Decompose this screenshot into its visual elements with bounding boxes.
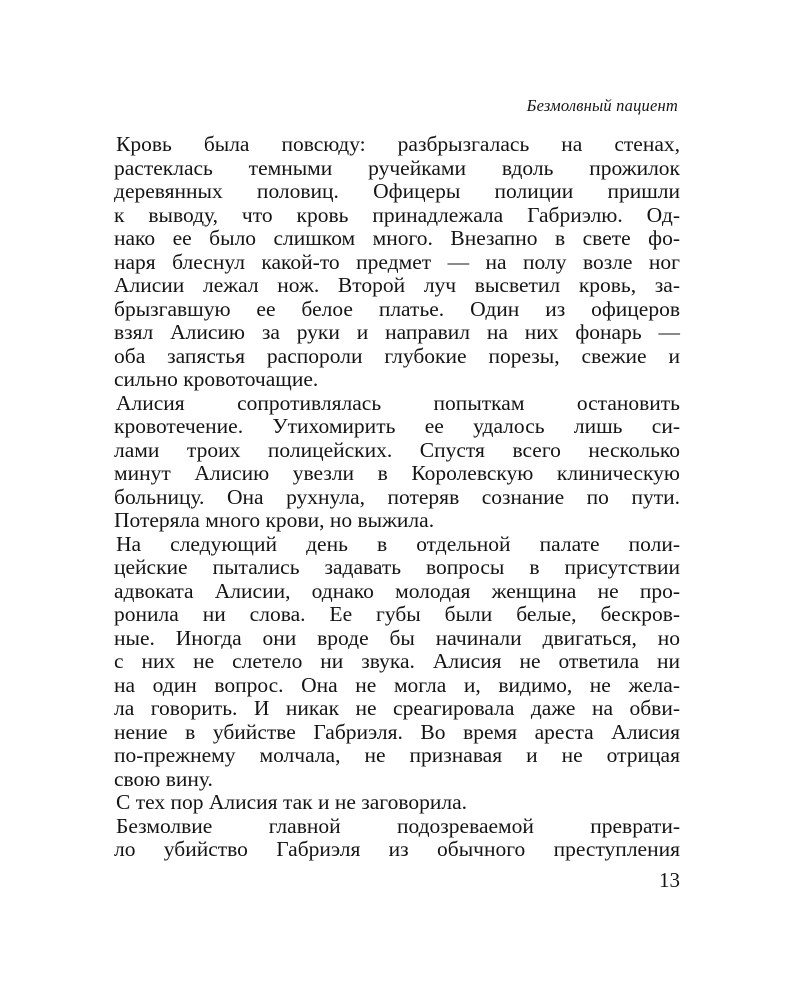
text-line: растеклась темными ручейками вдоль прожилок — [114, 155, 680, 180]
text-line: ронила ни слова. Ее губы были белые, бескров- — [114, 602, 680, 626]
body-text — [114, 133, 680, 862]
text-line: Алисии лежал нож. Второй луч высветил кровь, за- — [114, 273, 680, 297]
text-line: сильно кровоточащие. — [114, 367, 319, 391]
text-line: больницу. Она рухнула, потеряв сознание по пути. — [114, 484, 680, 509]
text-line: ло убийство Габриэля из обычного преступления — [114, 837, 680, 861]
text-line: свою вину. — [114, 766, 213, 791]
text-line: с них не слетело ни звука. Алисия не ответила ни — [114, 649, 680, 673]
text-line: Потеряла много крови, но выжила. — [114, 508, 435, 532]
text-line: по-прежнему молчала, не признавая и не отрицая — [114, 743, 680, 767]
text-line: ные. Иногда они вроде бы начинали двигаться, но — [114, 625, 680, 650]
text-line: Алисия сопротивлялась попыткам остановить — [116, 390, 680, 415]
text-line: деревянных половиц. Офицеры полиции пришли — [114, 179, 680, 203]
text-line: С тех пор Алисия так и не заговорила. — [116, 790, 468, 814]
text-line: На следующий день в отдельной палате поли- — [116, 531, 680, 556]
text-line: оба запястья распороли глубокие порезы, свежие и — [114, 343, 680, 368]
text-line: брызгавшую ее белое платье. Один из офицеров — [114, 296, 680, 321]
text-line: минут Алисию увезли в Королевскую клиническую — [114, 461, 680, 485]
text-line: лами троих полицейских. Спустя всего несколько — [114, 437, 680, 462]
text-line: нение в убийстве Габриэля. Во время ареста Алисия — [114, 719, 680, 744]
text-line: ла говорить. И никак не среагировала даже на обви- — [114, 696, 680, 720]
text-line: Кровь была повсюду: разбрызгалась на стенах, — [116, 132, 680, 156]
text-line: адвоката Алисии, однако молодая женщина не про- — [114, 578, 680, 603]
text-line: на один вопрос. Она не могла и, видимо, не жела- — [114, 672, 680, 697]
text-line: взял Алисию за руки и направил на них фонарь — — [114, 320, 680, 344]
text-line: кровотечение. Утихомирить ее удалось лишь си- — [114, 414, 680, 438]
text-line: Безмолвие главной подозреваемой преврати- — [116, 813, 680, 838]
text-line: наря блеснул какой-то предмет — на полу возле ног — [114, 249, 680, 274]
page-number: 13 — [659, 868, 680, 892]
text-line: к выводу, что кровь принадлежала Габриэлю. Од- — [114, 202, 680, 227]
text-line: нако ее было слишком много. Внезапно в свете фо- — [114, 226, 680, 250]
running-header: Безмолвный пациент — [526, 96, 678, 115]
text-line: цейские пытались задавать вопросы в присутствии — [114, 555, 680, 579]
